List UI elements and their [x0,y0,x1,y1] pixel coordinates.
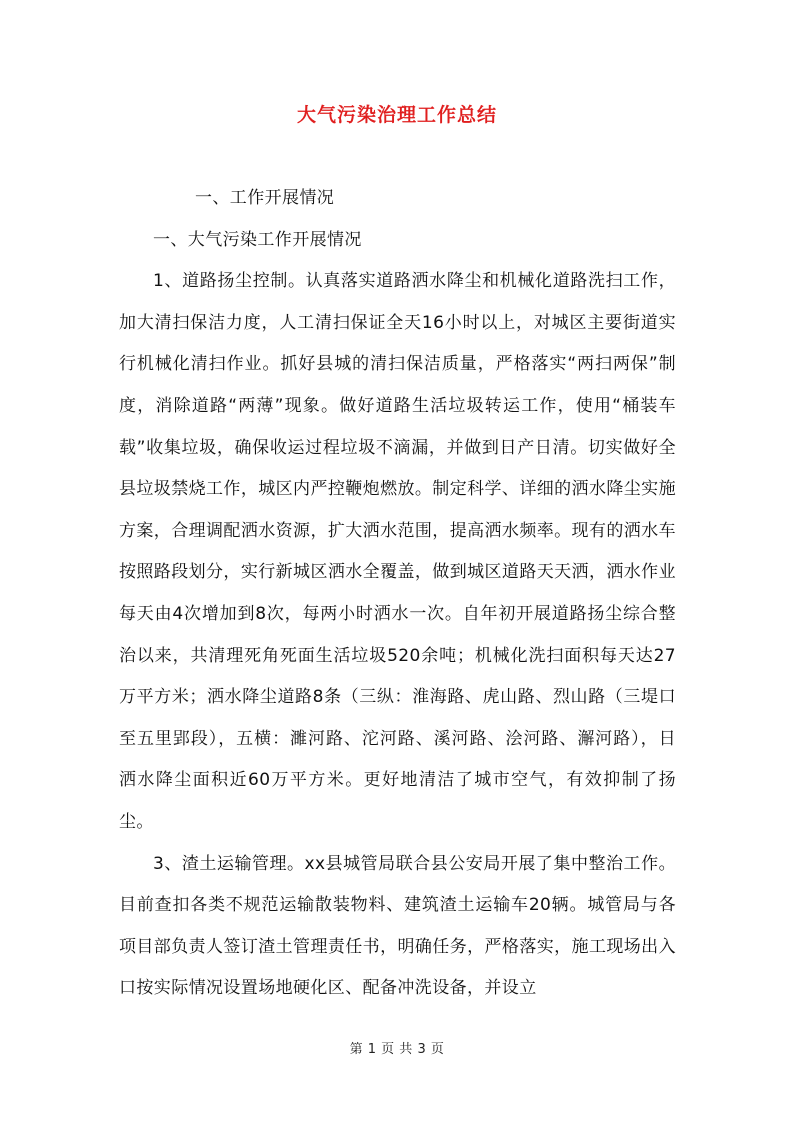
page-footer: 第 1 页 共 3 页 [349,1042,445,1057]
paragraph-road-dust: 1、道路扬尘控制。认真落实道路洒水降尘和机械化道路洗扫工作，加大清扫保洁力度，人工清扫保证全天16小时以上，对城区主要街道实行机械化清扫作业。抓好县城的清扫保洁质量，严格落实“两扫两保”制度，消除道路“两薄”现象。做好道路生活垃圾转运工作，使用“桶装车载”收集垃圾，确保收运过程垃圾不滴漏，并做到日产日清。切实做好全县垃圾禁烧工作，城区内严控鞭炮燃放。制定科学、详细的洒水降尘实施方案，合理调配洒水资源，扩大洒水范围，提高洒水频率。现有的洒水车按照路段划分，实行新城区洒水全覆盖，做到城区道路天天洒，洒水作业每天由4次增加到8次，每两小时洒水一次。自年初开展道路扬尘综合整治以来，共清理死角死面生活垃圾520余吨；机械化洗扫面积每天达27万平方米；洒水降尘道路8条（三纵：淮海路、虎山路、烈山路（三堤口至五里郢段），五横：濉河路、沱河路、溪河路、浍河路、澥河路），日洒水降尘面积近60万平方米。更好地清洁了城市空气，有效抑制了扬尘。 [119,271,676,832]
subsection-heading: 一、大气污染工作开展情况 [153,229,362,250]
document-title: 大气污染治理工作总结 [296,104,497,126]
paragraph-muck-transport: 3、渣土运输管理。xx县城管局联合县公安局开展了集中整治工作。目前查扣各类不规范运输散装物料、建筑渣土运输车20辆。城管局与各项目部负责人签订渣土管理责任书，明确任务，严格落实，施工现场出入口按实际情况设置场地硬化区、配备冲洗设备，并设立 [119,853,676,999]
section-heading: 一、工作开展情况 [195,188,335,208]
document-body [119,178,676,1010]
